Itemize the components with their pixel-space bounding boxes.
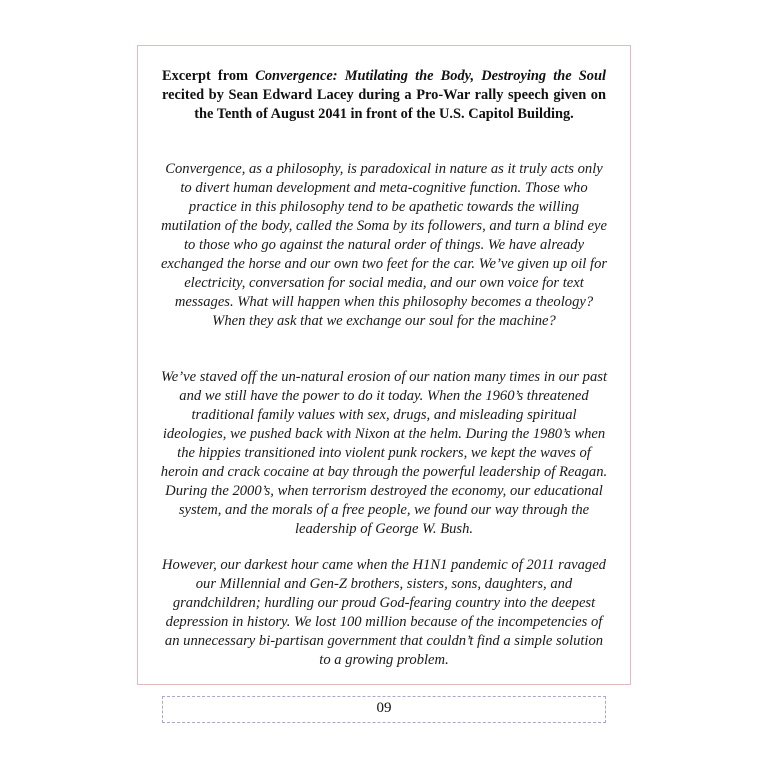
heading-prefix: Excerpt from xyxy=(162,68,256,84)
body-paragraph-2: We’ve staved off the un-natural erosion of our nation many times in our past and we still have the power to do it today. When the 1960’s threatened traditional family values with sex, drugs, and misleading spiritual ideologies, we pushed back with Nixon at the helm. During the 1980’s when the hippies transitioned into violent punk rockers, we kept the waves of heroin and crack cocaine at bay through the powerful leadership of Reagan. During the 2000’s, when terrorism destroyed the economy, our educational system, and the morals of a free people, we found our way through the leadership of George W. Bush. xyxy=(160,369,608,537)
page-footer xyxy=(162,696,606,723)
excerpt-heading xyxy=(162,67,606,124)
body-paragraph-1: Convergence, as a philosophy, is paradoxical in nature as it truly acts only to divert human development and meta-cognitive function. Those who practice in this philosophy tend to be apathetic towards the willing mutilation of the body, called the Soma by its followers, and turn a blind eye to those who go against the natural order of things. We have already exchanged the horse and our own two feet for the car. We’ve given up oil for electricity, conversation for social media, and our own voice for text messages. What will happen when this philosophy becomes a theology? When they ask that we exchange our soul for the machine? xyxy=(160,161,608,329)
heading-book-title: Convergence: Mutilating the Body, Destroying the Soul xyxy=(255,68,606,84)
page-number: 09 xyxy=(376,700,392,716)
heading-suffix: recited by Sean Edward Lacey during a Pro-War rally speech given on the Tenth of August 2041 in front of the U.S. Capitol Building. xyxy=(162,87,606,122)
body-paragraph-3: However, our darkest hour came when the H1N1 pandemic of 2011 ravaged our Millennial and Gen-Z brothers, sisters, sons, daughters, and grandchildren; hurdling our proud God-fearing country into the deepest depression in history. We lost 100 million because of the incompetencies of an unnecessary bi-partisan government that couldn’t find a simple solution to a growing problem. xyxy=(162,557,606,668)
